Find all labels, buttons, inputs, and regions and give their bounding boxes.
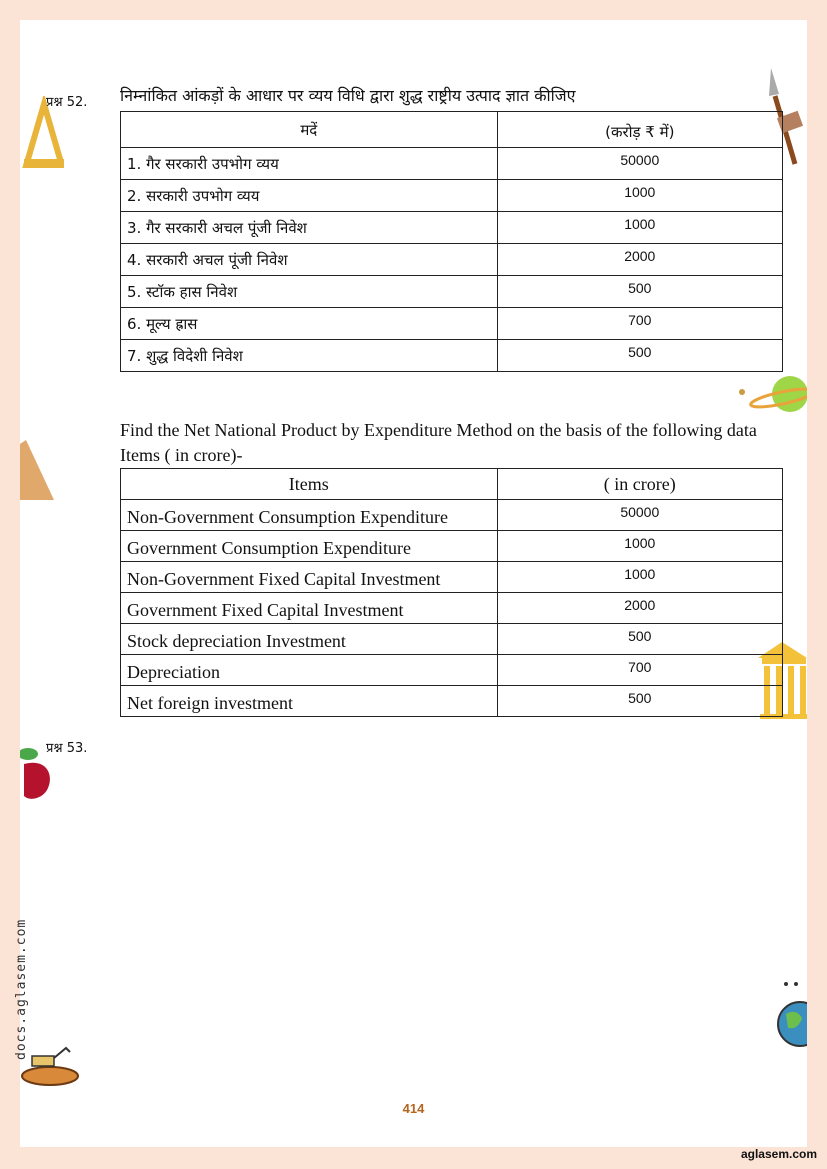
planet-icon (738, 370, 807, 416)
question-text-hindi: निम्नांकित आंकड़ों के आधार पर व्यय विधि द्वारा शुद्ध राष्ट्रीय उत्पाद ज्ञात कीजिए (120, 86, 576, 105)
amount-cell: 500 (497, 340, 782, 372)
item-cell: Depreciation (121, 655, 498, 686)
table-row (121, 212, 783, 244)
table-row (121, 624, 783, 655)
item-cell: 2. सरकारी उपभोग व्यय (121, 180, 498, 212)
table-row (121, 148, 783, 180)
amount-cell: 2000 (497, 244, 782, 276)
table-row (121, 340, 783, 372)
document-page (14, 20, 807, 1147)
page-number: 414 (402, 1101, 425, 1116)
item-cell: 1. गैर सरकारी उपभोग व्यय (121, 148, 498, 180)
item-cell: 6. मूल्य ह्रास (121, 308, 498, 340)
column-header-amount: ( in crore) (497, 469, 782, 500)
table-row (121, 276, 783, 308)
amount-cell: 500 (497, 686, 782, 717)
amount-cell: 1000 (497, 180, 782, 212)
globe-icon (776, 978, 807, 1052)
table-row (121, 593, 783, 624)
amount-cell: 1000 (497, 562, 782, 593)
english-data-table (120, 468, 783, 717)
question-text-english: Find the Net National Product by Expenditure Method on the basis of the following data Items ( in crore)- (120, 420, 757, 465)
column-header-amount: (करोड़ ₹ में) (497, 112, 782, 148)
table-row (121, 655, 783, 686)
table-header-row (121, 112, 783, 148)
amount-cell: 1000 (497, 531, 782, 562)
item-cell: Stock depreciation Investment (121, 624, 498, 655)
table-row (121, 500, 783, 531)
amount-cell: 700 (497, 655, 782, 686)
item-cell: Government Fixed Capital Investment (121, 593, 498, 624)
item-cell: Non-Government Fixed Capital Investment (121, 562, 498, 593)
table-row (121, 531, 783, 562)
brand-footer: aglasem.com (740, 1147, 817, 1161)
amount-cell: 1000 (497, 212, 782, 244)
item-cell: 5. स्टॉक हास निवेश (121, 276, 498, 308)
table-row (121, 180, 783, 212)
amount-cell: 700 (497, 308, 782, 340)
item-cell: Government Consumption Expenditure (121, 531, 498, 562)
item-cell: 4. सरकारी अचल पूंजी निवेश (121, 244, 498, 276)
table-row (121, 562, 783, 593)
pyramid-icon (20, 440, 56, 504)
item-cell: 7. शुद्ध विदेशी निवेश (121, 340, 498, 372)
item-cell: Non-Government Consumption Expenditure (121, 500, 498, 531)
amount-cell: 2000 (497, 593, 782, 624)
item-cell: 3. गैर सरकारी अचल पूंजी निवेश (121, 212, 498, 244)
amount-cell: 50000 (497, 500, 782, 531)
table-row (121, 244, 783, 276)
column-header-items: Items (121, 469, 498, 500)
table-row (121, 686, 783, 717)
side-watermark-url: docs.aglasem.com (14, 918, 29, 1060)
column-header-items: मदें (121, 112, 498, 148)
table-row (121, 308, 783, 340)
item-cell: Net foreign investment (121, 686, 498, 717)
hindi-data-table (120, 111, 783, 372)
question-number: प्रश्न 52. (46, 95, 88, 110)
amount-cell: 500 (497, 624, 782, 655)
amount-cell: 50000 (497, 148, 782, 180)
question-number: प्रश्न 53. (46, 741, 88, 756)
dinosaur-skeleton-icon (20, 1032, 80, 1092)
table-header-row (121, 469, 783, 500)
amount-cell: 500 (497, 276, 782, 308)
